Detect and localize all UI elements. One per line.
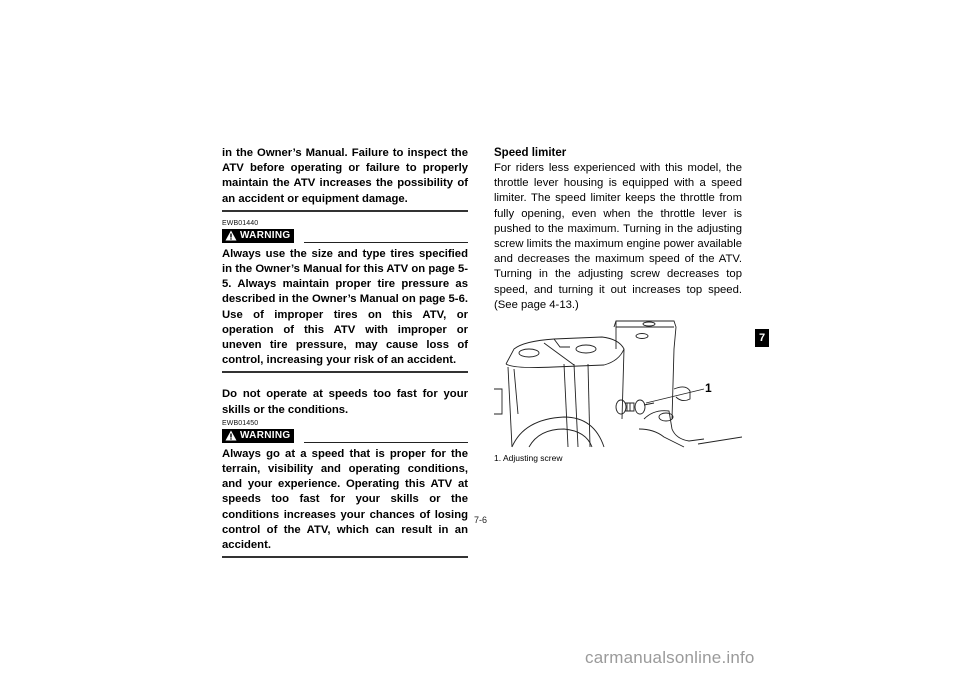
warning-text: Always use the size and type tires specified in the Owner’s Manual for this ATV on page 5-5. Always maintain proper tire pressure as described in the Owner’s Manual on page 5-6. Use of improper tires on this ATV, or operation of this ATV with improper or uneven tire pressure, may cause loss of control, increasing your risk of an accident. <box>222 247 468 367</box>
warning-code: EWB01440 <box>222 219 259 227</box>
warning-rule <box>304 442 468 443</box>
callout-number: 1 <box>705 381 712 396</box>
adjusting-screw-illustration <box>494 319 742 449</box>
page-number: 7-6 <box>474 515 488 525</box>
section-heading: Speed limiter <box>494 147 567 159</box>
warning-badge <box>222 429 294 443</box>
warning-code: EWB01450 <box>222 419 259 427</box>
warning-badge <box>222 229 294 243</box>
warning-rule <box>304 242 468 243</box>
warning-header <box>222 429 468 443</box>
figure-caption: 1. Adjusting screw <box>494 453 563 464</box>
warning-header <box>222 229 468 243</box>
warning-triangle-icon <box>225 230 237 241</box>
watermark: carmanualsonline.info <box>585 648 755 667</box>
warning-label: WARNING <box>240 229 291 241</box>
warning-end-rule <box>222 556 468 558</box>
instruction-text: Do not operate at speeds too fast for your skills or the conditions. <box>222 388 468 416</box>
chapter-tab: 7 <box>755 329 769 347</box>
left-column <box>222 146 468 558</box>
right-column <box>494 146 742 463</box>
section-divider <box>222 210 468 212</box>
intro-text: in the Owner’s Manual. Failure to inspect the ATV before operating or failure to properly maintain the ATV increases the possibility of an accident or equipment damage. <box>222 147 468 205</box>
warning-triangle-icon <box>225 430 237 441</box>
warning-label: WARNING <box>240 429 291 441</box>
warning-text: Always go at a speed that is proper for the terrain, visibility and operating conditions, and your experience. Operating this ATV at speeds too fast for your skills or the conditions increases your chances of losing control of the ATV, which can result in an accident. <box>222 447 468 552</box>
section-body: For riders less experienced with this model, the throttle lever housing is equipped with a speed limiter. The speed limiter keeps the throttle from fully opening, even when the throttle lever is pushed to the maximum. Turning in the adjusting screw limits the maximum engine power available and decreases the maximum speed of the ATV. Turning in the adjusting screw decreases top speed, and turning it out increases top speed. (See page 4-13.) <box>494 162 743 311</box>
